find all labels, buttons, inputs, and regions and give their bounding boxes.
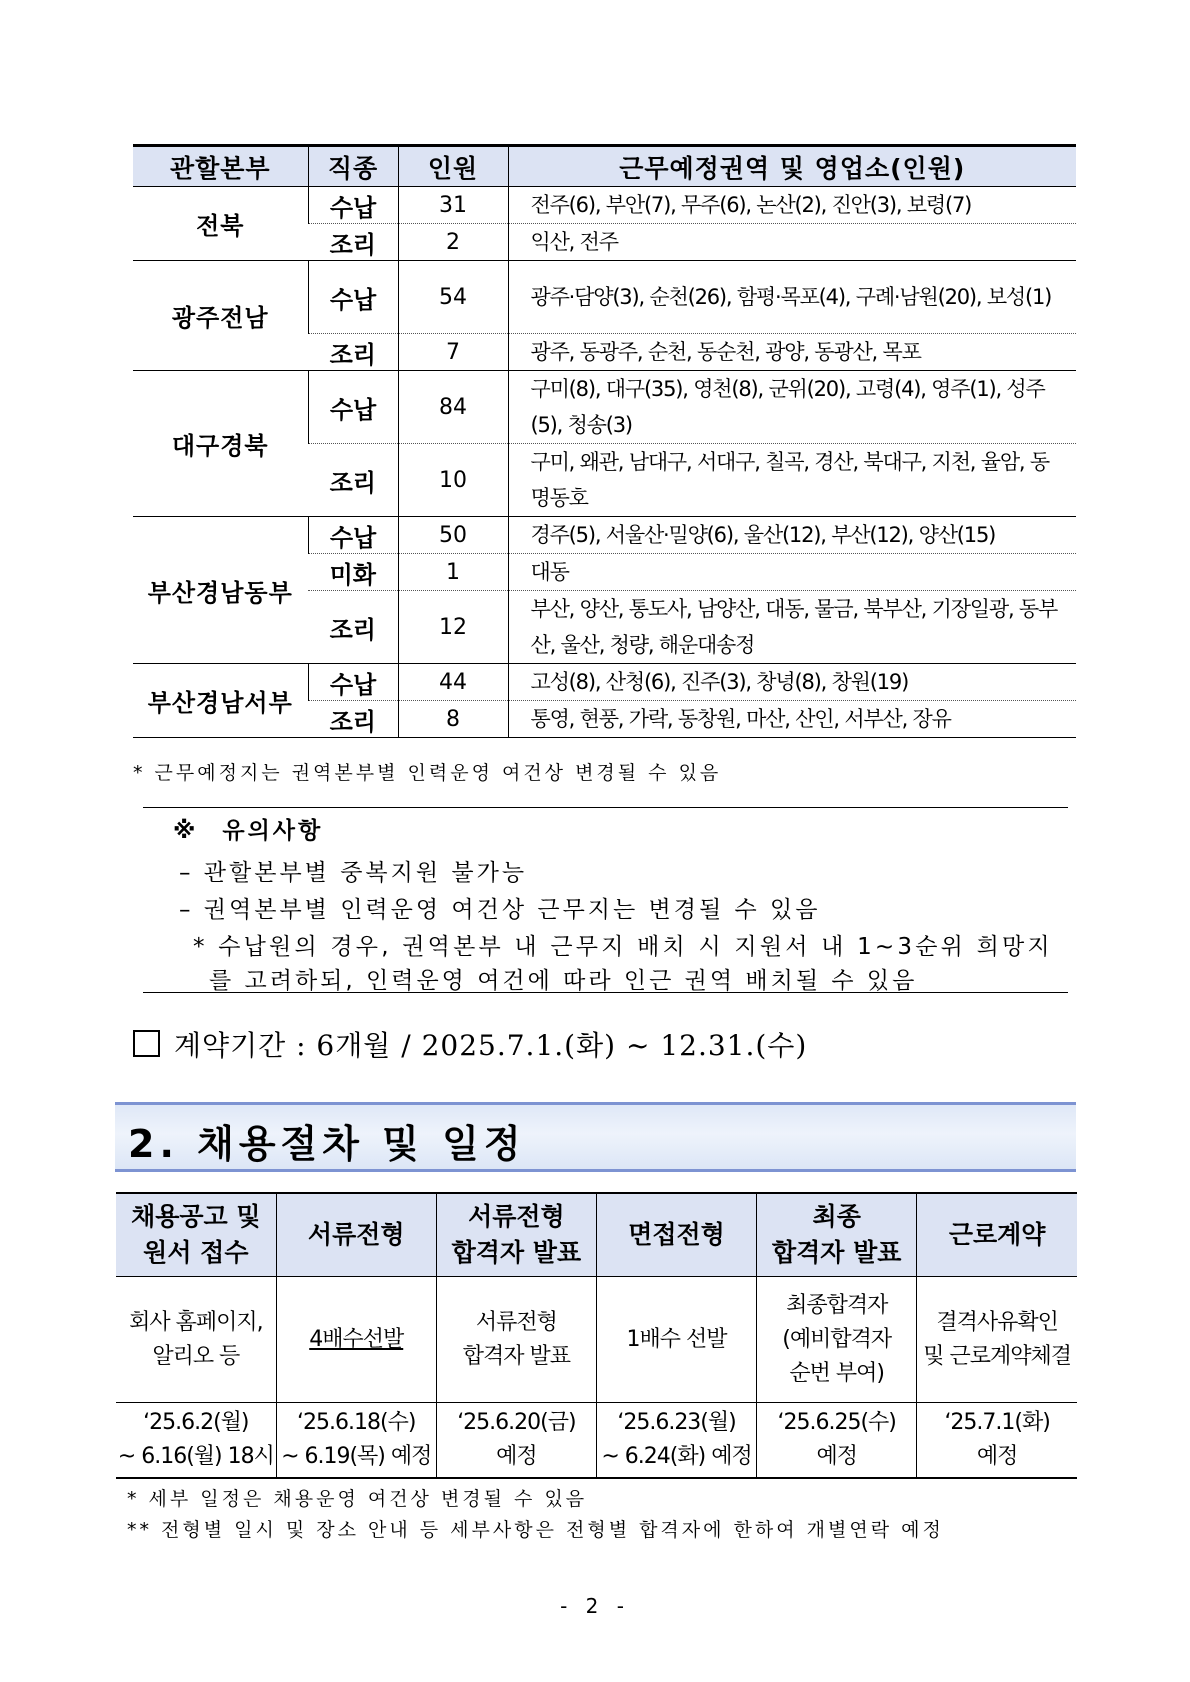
- count-cell: 2: [398, 224, 508, 261]
- contact-note: ** 전형별 일시 및 장소 안내 등 세부사항은 전형별 합격자에 한하여 개별연락 예정: [127, 1519, 944, 1541]
- locations-cell: 대동: [508, 554, 1076, 591]
- header-document-screening: 서류전형: [276, 1193, 436, 1277]
- job-cell: 조리: [308, 701, 398, 738]
- job-cell: 수납: [308, 371, 398, 444]
- count-cell: 84: [398, 371, 508, 444]
- region-cell: 대구경북: [133, 371, 308, 517]
- staffing-table: [133, 144, 1076, 738]
- table-row: [133, 371, 1076, 444]
- job-cell: 조리: [308, 334, 398, 371]
- table-row: [133, 261, 1076, 334]
- locations-cell: 광주, 동광주, 순천, 동순천, 광양, 동광산, 목포: [508, 334, 1076, 371]
- table-row: [133, 517, 1076, 554]
- section-title: 2. 채용절차 및 일정: [128, 1122, 526, 1166]
- count-cell: 54: [398, 261, 508, 334]
- table-row: [116, 1277, 1077, 1403]
- desc-cell: 4배수선발: [276, 1277, 436, 1403]
- header-document-result: 서류전형 합격자 발표: [436, 1193, 596, 1277]
- count-cell: 12: [398, 591, 508, 664]
- desc-cell: 결격사유확인 및 근로계약체결: [917, 1277, 1077, 1403]
- locations-cell: 통영, 현풍, 가락, 동창원, 마산, 산인, 서부산, 장유: [508, 701, 1076, 738]
- schedule-table-header: [116, 1193, 1077, 1277]
- workplace-change-note: * 근무예정지는 권역본부별 인력운영 여건상 변경될 수 있음: [133, 762, 722, 784]
- desc-cell: 서류전형 합격자 발표: [436, 1277, 596, 1403]
- count-cell: 1: [398, 554, 508, 591]
- caution-subnote-line1: * 수납원의 경우, 권역본부 내 근무지 배치 시 지원서 내 1~3순위 희망지: [193, 934, 1053, 960]
- locations-cell: 경주(5), 서울산·밀양(6), 울산(12), 부산(12), 양산(15): [508, 517, 1076, 554]
- header-locations: 근무예정권역 및 영업소(인원): [508, 146, 1076, 187]
- header-region: 관할본부: [133, 146, 308, 187]
- desc-cell: 최종합격자 (예비합격자 순번 부여): [757, 1277, 917, 1403]
- schedule-table: [116, 1192, 1077, 1479]
- header-job: 직종: [308, 146, 398, 187]
- caution-subnote-line2: 를 고려하되, 인력운영 여건에 따라 인근 권역 배치될 수 있음: [209, 968, 918, 994]
- caution-item: – 권역본부별 인력운영 여건상 근무지는 변경될 수 있음: [179, 897, 821, 923]
- caution-item: – 관할본부별 중복지원 불가능: [179, 860, 528, 886]
- count-cell: 8: [398, 701, 508, 738]
- region-cell: 부산경남서부: [133, 664, 308, 738]
- job-cell: 수납: [308, 664, 398, 701]
- caution-title-text: 유의사항: [222, 818, 324, 844]
- date-cell: ‘25.6.20(금) 예정: [436, 1403, 596, 1479]
- staffing-table-header: [133, 146, 1076, 187]
- job-cell: 조리: [308, 444, 398, 517]
- count-cell: 50: [398, 517, 508, 554]
- job-cell: 조리: [308, 224, 398, 261]
- region-cell: 전북: [133, 187, 308, 261]
- desc-cell: 회사 홈페이지, 알리오 등: [116, 1277, 276, 1403]
- locations-cell: 부산, 양산, 통도사, 남양산, 대동, 물금, 북부산, 기장일광, 동부산, 울산, 청량, 해운대송정: [508, 591, 1076, 664]
- job-cell: 수납: [308, 517, 398, 554]
- date-cell: ‘25.6.23(월) ~ 6.24(화) 예정: [596, 1403, 756, 1479]
- count-cell: 44: [398, 664, 508, 701]
- caution-title: [173, 812, 323, 845]
- section-heading: [115, 1102, 1076, 1172]
- job-cell: 수납: [308, 261, 398, 334]
- desc-cell: 1배수 선발: [596, 1277, 756, 1403]
- table-row: [133, 187, 1076, 224]
- locations-cell: 익산, 전주: [508, 224, 1076, 261]
- contract-period-text: 계약기간 : 6개월 / 2025.7.1.(화) ~ 12.31.(수): [174, 1029, 808, 1062]
- header-contract: 근로계약: [917, 1193, 1077, 1277]
- locations-cell: 구미(8), 대구(35), 영천(8), 군위(20), 고령(4), 영주(1), 성주(5), 청송(3): [508, 371, 1076, 444]
- header-count: 인원: [398, 146, 508, 187]
- date-cell: ‘25.6.25(수) 예정: [757, 1403, 917, 1479]
- contract-period: [133, 1024, 807, 1064]
- locations-cell: 고성(8), 산청(6), 진주(3), 창녕(8), 창원(19): [508, 664, 1076, 701]
- locations-cell: 구미, 왜관, 남대구, 서대구, 칠곡, 경산, 북대구, 지천, 율암, 동명동호: [508, 444, 1076, 517]
- checkbox-icon: [133, 1030, 160, 1057]
- header-announcement: 채용공고 및 원서 접수: [116, 1193, 276, 1277]
- date-cell: ‘25.6.2(월) ~ 6.16(월) 18시: [116, 1403, 276, 1479]
- job-cell: 조리: [308, 591, 398, 664]
- count-cell: 31: [398, 187, 508, 224]
- count-cell: 7: [398, 334, 508, 371]
- page-number: - 2 -: [560, 1594, 630, 1618]
- date-cell: ‘25.7.1(화) 예정: [917, 1403, 1077, 1479]
- count-cell: 10: [398, 444, 508, 517]
- job-cell: 수납: [308, 187, 398, 224]
- region-cell: 광주전남: [133, 261, 308, 371]
- caution-box: [143, 807, 1068, 993]
- table-row: [116, 1403, 1077, 1479]
- date-cell: ‘25.6.18(수) ~ 6.19(목) 예정: [276, 1403, 436, 1479]
- schedule-note: * 세부 일정은 채용운영 여건상 변경될 수 있음: [127, 1488, 588, 1510]
- locations-cell: 광주·담양(3), 순천(26), 함평·목포(4), 구례·남원(20), 보성(1): [508, 261, 1076, 334]
- job-cell: 미화: [308, 554, 398, 591]
- header-interview: 면접전형: [596, 1193, 756, 1277]
- locations-cell: 전주(6), 부안(7), 무주(6), 논산(2), 진안(3), 보령(7): [508, 187, 1076, 224]
- table-row: [133, 664, 1076, 701]
- reference-mark-icon: ※: [173, 818, 199, 844]
- header-final-result: 최종 합격자 발표: [757, 1193, 917, 1277]
- region-cell: 부산경남동부: [133, 517, 308, 664]
